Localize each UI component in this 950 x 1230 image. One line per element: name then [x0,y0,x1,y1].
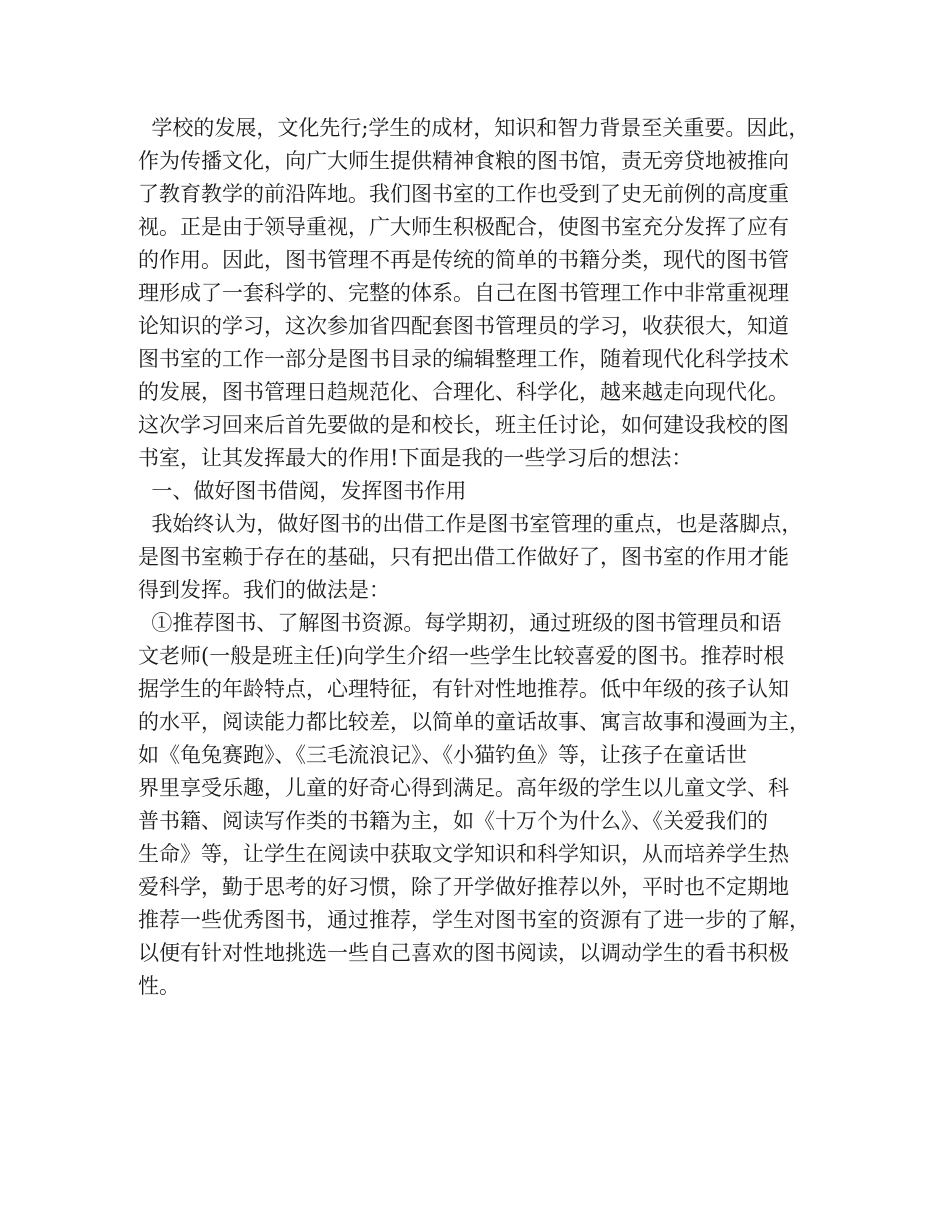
text-line: 了教育教学的前沿阵地。我们图书室的工作也受到了史无前例的高度重 [138,182,789,206]
text-line: 爱科学，勤于思考的好习惯，除了开学做好推荐以外，平时也不定期地 [138,875,789,899]
text-line: 文老师(一般是班主任)向学生介绍一些学生比较喜爱的图书。推荐时根 [138,644,785,668]
text-line: 的作用。因此，图书管理不再是传统的简单的书籍分类，现代的图书管 [138,248,789,272]
text-line: 图书室的工作一部分是图书目录的编辑整理工作，随着现代化科学技术 [138,347,789,371]
text-line: 生命》等，让学生在阅读中获取文学知识和科学知识，从而培养学生热 [138,842,789,866]
text-line: 书室，让其发挥最大的作用!下面是我的一些学习后的想法： [138,446,693,470]
text-line: 理形成了一套科学的、完整的体系。自己在图书管理工作中非常重视理 [138,281,789,305]
text-line: 界里享受乐趣，儿童的好奇心得到满足。高年级的学生以儿童文学、科 [138,776,789,800]
text-line: 论知识的学习，这次参加省四配套图书管理员的学习，收获很大，知道 [138,314,789,338]
text-line: 是图书室赖于存在的基础，只有把出借工作做好了，图书室的作用才能 [138,545,789,569]
text-line: 以便有针对性地挑选一些自己喜欢的图书阅读，以调动学生的看书积极 [138,941,789,965]
text-line: 我始终认为，做好图书的出借工作是图书室管理的重点，也是落脚点， [138,512,803,536]
text-line: 视。正是由于领导重视，广大师生积极配合，使图书室充分发挥了应有 [138,215,789,239]
text-line: 的水平，阅读能力都比较差，以简单的童话故事、寓言故事和漫画为主， [138,710,810,734]
text-line: 推荐一些优秀图书，通过推荐，学生对图书室的资源有了进一步的了解， [138,908,810,932]
text-line: ①推荐图书、了解图书资源。每学期初，通过班级的图书管理员和语 [138,611,782,635]
text-line: 学校的发展，文化先行;学生的成材，知识和智力背景至关重要。因此， [138,116,810,140]
body-text [138,112,838,1003]
text-line: 据学生的年龄特点，心理特征，有针对性地推荐。低中年级的孩子认知 [138,677,789,701]
text-line: 普书籍、阅读写作类的书籍为主，如《十万个为什么》、《关爱我们的 [138,809,768,833]
text-line: 如《龟兔赛跑》、《三毛流浪记》、《小猫钓鱼》等，让孩子在童话世 [138,743,747,767]
text-line: 得到发挥。我们的做法是： [138,578,390,602]
text-line: 性。 [138,974,180,998]
text-line: 这次学习回来后首先要做的是和校长，班主任讨论，如何建设我校的图 [138,413,789,437]
text-line: 的发展，图书管理日趋规范化、合理化、科学化，越来越走向现代化。 [138,380,789,404]
text-line: 作为传播文化，向广大师生提供精神食粮的图书馆，责无旁贷地被推向 [138,149,789,173]
section-heading: 一、做好图书借阅，发挥图书作用 [138,479,467,503]
